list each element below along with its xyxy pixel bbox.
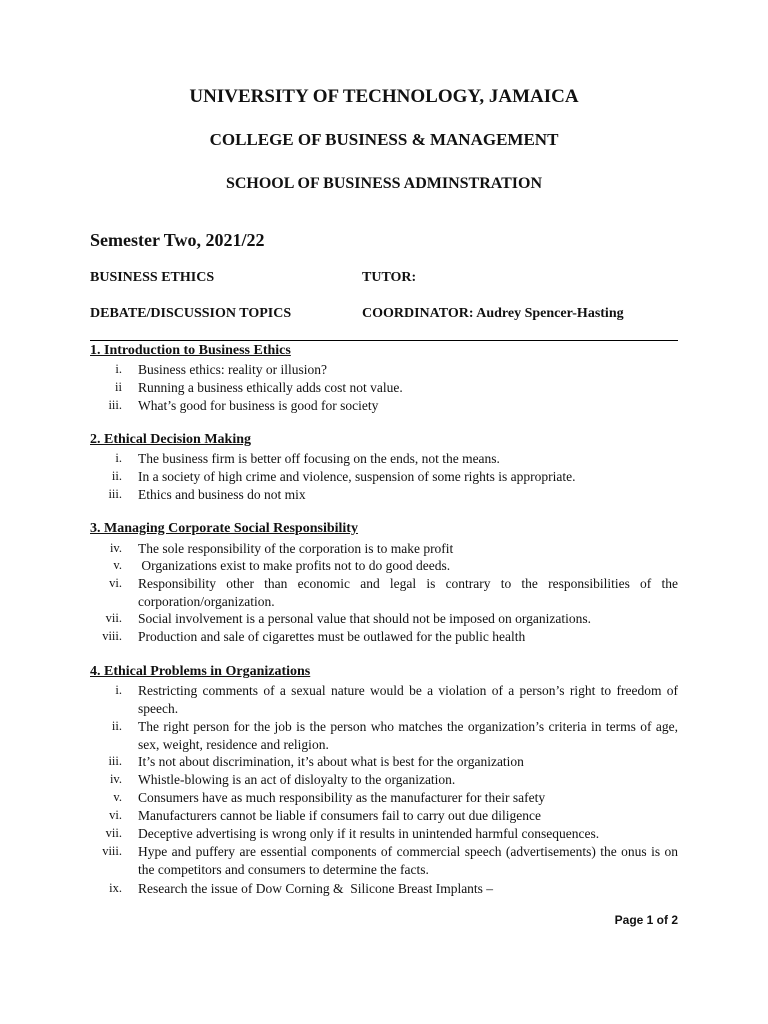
list-item bbox=[90, 789, 678, 807]
item-number: iv. bbox=[109, 772, 122, 786]
item-number: iv. bbox=[109, 541, 122, 555]
item-number: i. bbox=[115, 683, 122, 697]
list-item bbox=[90, 540, 678, 558]
list-item bbox=[90, 628, 678, 646]
section-title: 4. Ethical Problems in Organizations bbox=[90, 664, 311, 679]
item-text: Research the issue of Dow Corning & Silicone Breast Implants – bbox=[138, 881, 494, 896]
list-item bbox=[90, 807, 678, 825]
section-title: 3. Managing Corporate Social Responsibility bbox=[90, 521, 358, 536]
item-text: Consumers have as much responsibility as the manufacturer for their safety bbox=[138, 790, 546, 805]
item-text: Ethics and business do not mix bbox=[138, 487, 306, 502]
list-item bbox=[90, 843, 678, 878]
item-text: The right person for the job is the person who matches the organization’s criteria in terms of age, sex, weight, residence and religion. bbox=[138, 719, 678, 752]
item-text: Whistle-blowing is an act of disloyalty to the organization. bbox=[138, 772, 456, 787]
item-number: v. bbox=[113, 790, 122, 804]
list-item bbox=[90, 361, 678, 379]
list-item bbox=[90, 379, 678, 397]
list-item bbox=[90, 753, 678, 771]
item-number: ix. bbox=[109, 881, 122, 895]
item-number: ii bbox=[115, 380, 122, 394]
list-item bbox=[90, 880, 678, 898]
item-number: i. bbox=[115, 451, 122, 465]
item-number: viii. bbox=[102, 844, 122, 858]
item-text: What’s good for business is good for society bbox=[138, 398, 379, 413]
section-title: 1. Introduction to Business Ethics bbox=[90, 343, 291, 358]
item-text: Running a business ethically adds cost not value. bbox=[138, 380, 403, 395]
item-text: Social involvement is a personal value that should not be imposed on organizations. bbox=[138, 611, 592, 626]
item-number: iii. bbox=[108, 398, 122, 412]
list-item bbox=[90, 682, 678, 717]
item-text: In a society of high crime and violence, suspension of some rights is appropriate. bbox=[138, 469, 576, 484]
item-text: Deceptive advertising is wrong only if it results in unintended harmful consequences. bbox=[138, 826, 600, 841]
page-number: Page 1 of 2 bbox=[614, 913, 678, 927]
item-number: i. bbox=[115, 362, 122, 376]
tutor-label: TUTOR: bbox=[362, 270, 417, 285]
list-item bbox=[90, 771, 678, 789]
item-text: Organizations exist to make profits not to do good deeds. bbox=[138, 558, 451, 573]
item-number: iii. bbox=[108, 754, 122, 768]
school-title: SCHOOL OF BUSINESS ADMINSTRATION bbox=[225, 175, 543, 192]
item-text: Manufacturers cannot be liable if consumers fail to carry out due diligence bbox=[138, 808, 541, 823]
list-item bbox=[90, 468, 678, 486]
list-item bbox=[90, 825, 678, 843]
course-name: BUSINESS ETHICS bbox=[90, 270, 215, 285]
item-number: v. bbox=[113, 558, 122, 572]
list-item bbox=[90, 718, 678, 753]
list-item bbox=[90, 486, 678, 504]
list-item bbox=[90, 397, 678, 415]
item-number: vii. bbox=[105, 826, 122, 840]
list-item bbox=[90, 575, 678, 610]
item-text: It’s not about discrimination, it’s about what is best for the organization bbox=[138, 754, 524, 769]
item-text: Hype and puffery are essential components of commercial speech (advertisements) the onus is on the competitors and consumers to determine the facts. bbox=[138, 844, 678, 877]
item-number: iii. bbox=[108, 487, 122, 501]
topics-label: DEBATE/DISCUSSION TOPICS bbox=[90, 306, 292, 321]
item-text: Business ethics: reality or illusion? bbox=[138, 362, 327, 377]
college-title: COLLEGE OF BUSINESS & MANAGEMENT bbox=[209, 130, 559, 149]
list-item bbox=[90, 610, 678, 628]
list-item bbox=[90, 557, 678, 575]
coordinator-label: COORDINATOR: Audrey Spencer-Hasting bbox=[362, 306, 624, 321]
item-number: vi. bbox=[109, 808, 122, 822]
section-title: 2. Ethical Decision Making bbox=[90, 432, 252, 447]
item-number: vi. bbox=[109, 576, 122, 590]
item-number: ii. bbox=[111, 469, 122, 483]
item-text: Restricting comments of a sexual nature would be a violation of a person’s right to freedom of speech. bbox=[138, 683, 678, 716]
item-text: Production and sale of cigarettes must be outlawed for the public health bbox=[138, 629, 526, 644]
item-text: Responsibility other than economic and legal is contrary to the responsibilities of the corporation/organization. bbox=[138, 576, 678, 609]
item-number: vii. bbox=[105, 611, 122, 625]
header-divider bbox=[90, 340, 678, 341]
item-text: The business firm is better off focusing on the ends, not the means. bbox=[138, 451, 500, 466]
list-item bbox=[90, 450, 678, 468]
university-title: UNIVERSITY OF TECHNOLOGY, JAMAICA bbox=[189, 86, 579, 107]
item-number: ii. bbox=[111, 719, 122, 733]
item-number: viii. bbox=[102, 629, 122, 643]
item-text: The sole responsibility of the corporation is to make profit bbox=[138, 541, 454, 556]
semester-heading: Semester Two, 2021/22 bbox=[90, 230, 265, 250]
